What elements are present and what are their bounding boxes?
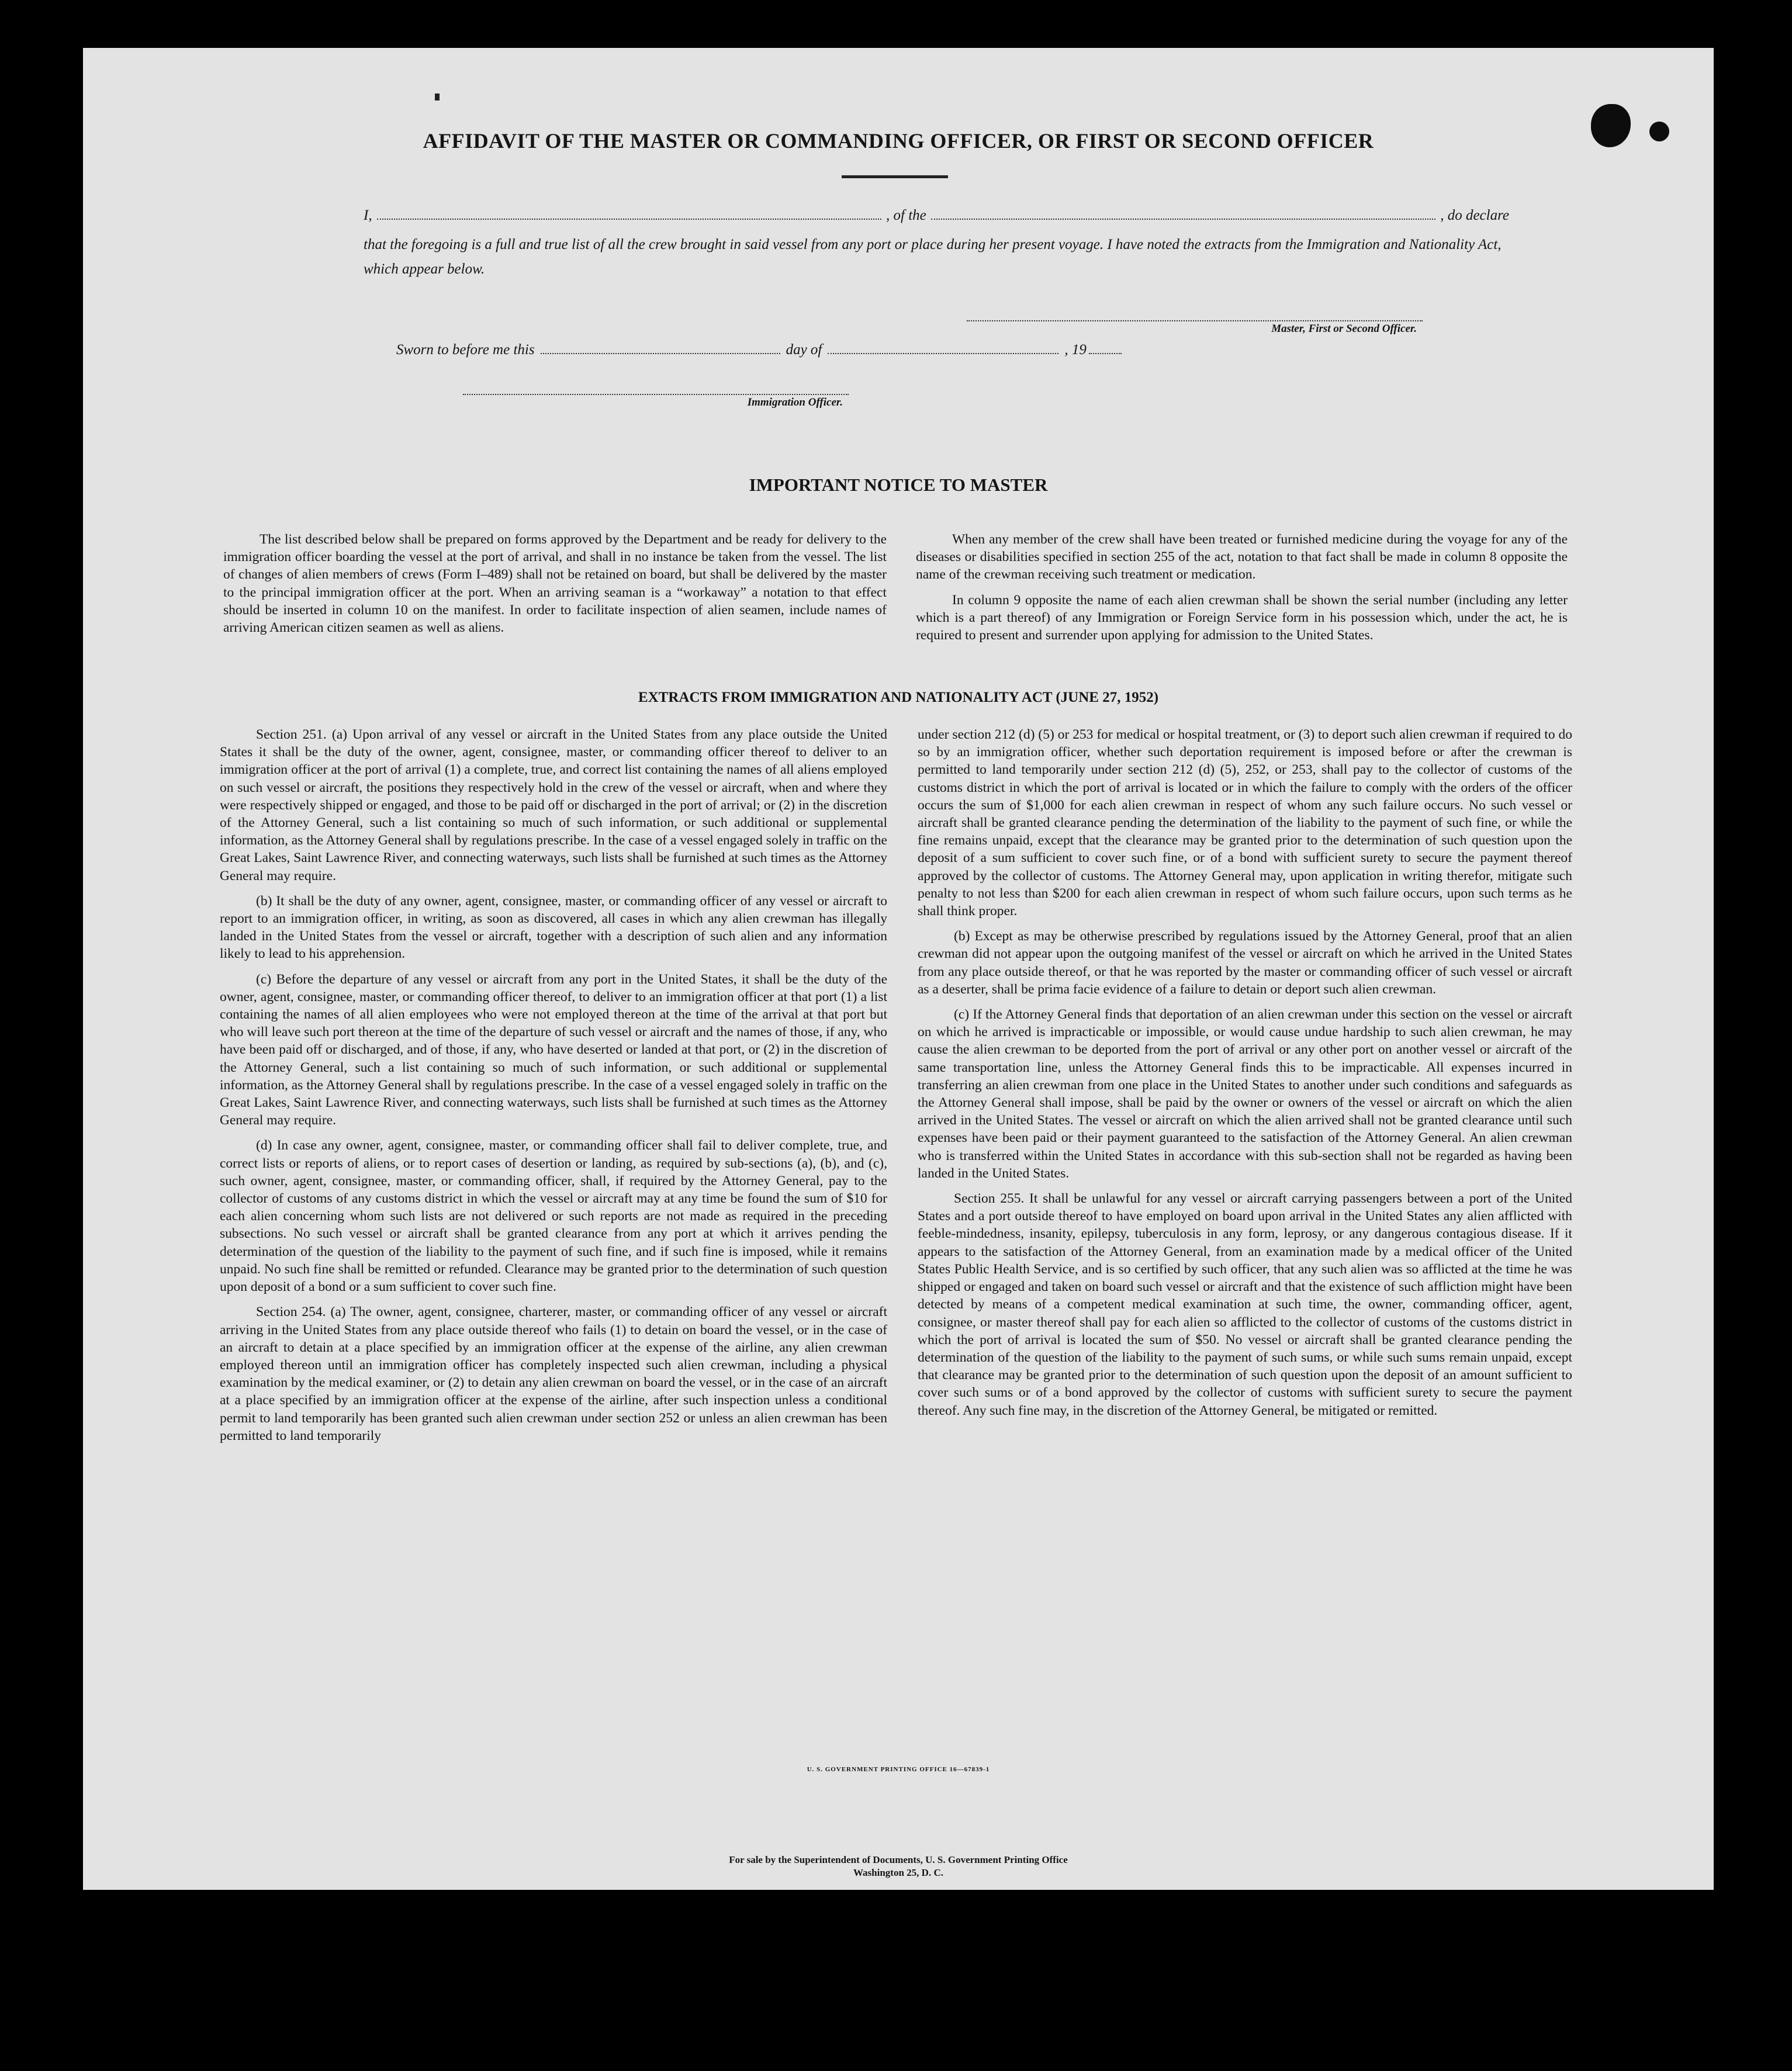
scan-mark	[435, 93, 440, 101]
extract-paragraph: under section 212 (d) (5) or 253 for medical or hospital treatment, or (3) to deport such alien crewman if required to do so by an immigration officer, whether such deportation requirement is imposed before or after the crewman is permitted to land temporarily under section 212 (d) (5), 252, or 253, shall pay to the collector of customs of the customs district in which the port of arrival is located or in which the failure to comply with the orders of the officer occurs the sum of $1,000 for each alien crewman in respect of whom any such failure occurs. No such vessel or aircraft shall be granted clearance pending the determination of the liability to the payment of such fine, or while the fine remains unpaid, except that the clearance may be granted prior to the determination of such question upon the deposit of a sum sufficient to cover such fine, or of a bond with sufficient surety to secure the payment thereof approved by the collector of customs. The Attorney General may, upon application in writing therefor, mitigate such penalty to not less than $200 for each alien crewman in respect of whom such failure occurs, upon such terms as he shall think proper.	[918, 727, 1572, 919]
day-of-text: day of	[786, 342, 822, 358]
declaration-of-the: , of the	[886, 207, 926, 223]
extract-paragraph: (d) In case any owner, agent, consignee, master, or commanding officer shall fail to deliver complete, true, and correct lists or reports of aliens, or to report cases of desertion or landing, as required by sub-sections (a), (b), and (c), such owner, agent, consignee, master, or commanding officer, shall, if required by the Attorney General, pay to the collector of customs of any customs district in which the vessel or aircraft may at any time be found the sum of $10 for each alien concerning whom such lists are not delivered or such reports are not made as required in the preceding subsections. No such vessel or aircraft shall be granted clearance from any port at which it arrives pending the determination of the question of the liability to the payment of such fine, and if such fine is imposed, while it remains unpaid. No such fine shall be remitted or refunded. Clearance may be granted prior to the determination of such question upon deposit of a bond or a sum sufficient to cover such fine.	[220, 1138, 887, 1295]
extracts-heading: EXTRACTS FROM IMMIGRATION AND NATIONALITY ACT (JUNE 27, 1952)	[638, 690, 1159, 705]
declaration-do-declare: , do declare	[1440, 207, 1509, 223]
notice-right-column	[916, 531, 1568, 652]
sworn-line	[396, 340, 1255, 366]
sale-notice-line-1: For sale by the Superintendent of Documents, U. S. Government Printing Office	[729, 1854, 1068, 1865]
declaration-i: I,	[364, 207, 372, 223]
extract-paragraph: (c) If the Attorney General finds that deportation of an alien crewman under this section on the vessel or aircraft on which he arrived is impracticable or impossible, or would cause undue hardship to such alien crewman, he may cause the alien crewman to be deported from the port of arrival or any other port on another vessel or aircraft of the same transportation line, unless the Attorney General finds this to be impracticable. All expenses incurred in transferring an alien crewman from one place in the United States to another under such conditions and safeguards as the Attorney General shall impose, shall be paid by the owner or owners of the vessel or aircraft on which the alien arrived in the United States. The vessel or aircraft on which the alien arrived shall not be granted clearance until such expenses have been paid or their payment guaranteed to the satisfaction of the Attorney General. An alien crewman who is transferred within the United States in accordance with this sub-section shall not be regarded as having been landed in the United States.	[918, 1007, 1572, 1181]
declaration-line	[364, 206, 1509, 231]
form-page	[83, 48, 1714, 1890]
sworn-text: Sworn to before me this	[396, 342, 535, 358]
declaration-text: that the foregoing is a full and true list of all the crew brought in said vessel from any port or place during her present voyage. I have noted the extracts from the Immigration and Nationality Act, which appear below.	[364, 237, 1502, 277]
sale-notice	[83, 1854, 1714, 1879]
master-signature-field[interactable]	[967, 320, 1423, 321]
affidavit-title: AFFIDAVIT OF THE MASTER OR COMMANDING OFFICER, OR FIRST OR SECOND OFFICER	[423, 129, 1374, 153]
sworn-year-field[interactable]	[1089, 340, 1122, 354]
immigration-officer-label: Immigration Officer.	[747, 396, 843, 408]
year-prefix: , 19	[1064, 342, 1087, 358]
notice-heading: IMPORTANT NOTICE TO MASTER	[749, 475, 1048, 495]
extract-paragraph: Section 251. (a) Upon arrival of any vessel or aircraft in the United States from any place outside the United States it shall be the duty of the owner, agent, consignee, master, or commanding officer thereof to deliver to an immigration officer at the port of arrival (1) a complete, true, and correct list containing the names of all aliens employed on such vessel or aircraft, the positions they respectively hold in the crew of the vessel or aircraft, when and where they were respectively shipped or engaged, and those to be paid off or discharged in the port of arrival; or (2) in the discretion of the Attorney General, such a list containing so much of such information, or such additional or supplemental information, as the Attorney General shall by regulations prescribe. In the case of a vessel engaged solely in traffic on the Great Lakes, Saint Lawrence River, and connecting waterways, such lists shall be furnished at such times as the Attorney General may require.	[220, 727, 887, 884]
notice-paragraph: The list described below shall be prepared on forms approved by the Department and be ready for delivery to the immigration officer boarding the vessel at the port of arrival, and shall in no instance be taken from the vessel. The list of changes of alien members of crews (Form I–489) shall not be retained on board, but shall be delivered by the master to the principal immigration officer at the port. When an arriving seaman is a “workaway” a notation to that effect should be inserted in column 10 on the manifest. In order to facilitate inspection of alien seamen, include names of arriving American citizen seamen as well as aliens.	[223, 532, 887, 636]
extracts-right-column	[918, 726, 1572, 1427]
extract-paragraph: (b) It shall be the duty of any owner, agent, consignee, master, or commanding officer of any vessel or aircraft to report to an immigration officer, in writing, as soon as discovered, all cases in which any alien crewman has illegally landed in the United States from the vessel or aircraft, together with a description of such alien and any information likely to lead to his apprehension.	[220, 893, 887, 962]
extracts-left-column	[220, 726, 887, 1452]
master-signature-label: Master, First or Second Officer.	[1271, 323, 1417, 335]
title-rule	[842, 175, 948, 178]
notice-paragraph: In column 9 opposite the name of each alien crewman shall be shown the serial number (including any letter which is a part thereof) of any Immigration or Foreign Service form in his possession which, under the act, he is required to present and surrender upon applying for admission to the United States.	[916, 592, 1568, 643]
extract-paragraph: Section 255. It shall be unlawful for any vessel or aircraft carrying passengers between a port of the United States and a port outside thereof to have employed on board upon arrival in the United States any alien afflicted with feeble-mindedness, insanity, epilepsy, tuberculosis in any form, leprosy, or any dangerous contagious disease. If it appears to the satisfaction of the Attorney General, from an examination made by a medical officer of the United States Public Health Service, and is so certified by such officer, that any such alien was so afflicted at the time he was shipped or engaged and taken on board such vessel or aircraft and that the existence of such affliction might have been detected by means of a competent medical examination at such time, the owner, commanding officer, agent, consignee, or master thereof shall pay for each alien so afflicted to the collector of customs of the customs district in which the port of arrival is located the sum of $50. No vessel or aircraft shall be granted clearance pending the determination of the question of the liability to the payment of such sums, or while such sums remain unpaid, except that clearance may be granted prior to the determination of such question upon the deposit of an amount sufficient to cover such sums or of a bond approved by the collector of customs with sufficient surety to secure the payment thereof. Any such fine may, in the discretion of the Attorney General, be mitigated or remitted.	[918, 1191, 1572, 1418]
vessel-name-field[interactable]	[931, 206, 1435, 220]
sale-notice-line-2: Washington 25, D. C.	[853, 1867, 943, 1878]
sworn-day-field[interactable]	[541, 340, 780, 354]
extract-paragraph: Section 254. (a) The owner, agent, consignee, charterer, master, or commanding officer of any vessel or aircraft arriving in the United States from any place outside thereof who fails (1) to detain on board the vessel, or in the case of an aircraft to detain at a place specified by an immigration officer at the expense of the airline, any alien crewman employed thereon until an immigration officer has completely inspected such alien crewman, including a physical examination by the medical examiner, or (2) to detain any alien crewman on board the vessel, or in the case of an aircraft at a place specified by an immigration officer at the expense of the airline, after such inspection unless a conditional permit to land temporarily has been granted such alien crewman under section 252 or unless an alien crewman has been permitted to land temporarily	[220, 1304, 887, 1443]
notice-paragraph: When any member of the crew shall have been treated or furnished medicine during the voyage for any of the diseases or disabilities specified in section 255 of the act, notation to that fact shall be made in column 8 opposite the name of the crewman receiving such treatment or medication.	[916, 532, 1568, 583]
officer-name-field[interactable]	[377, 206, 881, 220]
extract-paragraph: (c) Before the departure of any vessel or aircraft from any port in the United States, it shall be the duty of the owner, agent, consignee, master, or commanding officer thereof, to deliver to an immigration officer at that port (1) a list containing the names of all alien employees who were not employed thereon at the time of the arrival at that port but who will leave such port thereon at the time of the departure of such vessel or aircraft and the names of those, if any, who have been paid off or discharged, and of those, if any, who have deserted or landed at that port, or (2) in the discretion of the Attorney General, such a list containing so much of such information, or such additional or supplemental information, as the Attorney General shall by regulations prescribe. In the case of a vessel engaged solely in traffic on the Great Lakes, Saint Lawrence River, and connecting waterways, such lists shall be furnished at such times as the Attorney General may require.	[220, 971, 887, 1128]
extract-paragraph: (b) Except as may be otherwise prescribed by regulations issued by the Attorney General, proof that an alien crewman did not appear upon the outgoing manifest of the vessel or aircraft on which he arrived in the United States from any place outside thereof, or that he was reported by the master or commanding officer of such vessel or aircraft as a deserter, shall be prima facie evidence of a failure to detain or deport such alien crewman.	[918, 929, 1572, 997]
immigration-officer-signature-field[interactable]	[463, 394, 849, 395]
sworn-month-field[interactable]	[828, 340, 1058, 354]
printing-office-imprint: U. S. GOVERNMENT PRINTING OFFICE 16—67839-1	[807, 1766, 990, 1773]
notice-left-column	[223, 531, 887, 644]
